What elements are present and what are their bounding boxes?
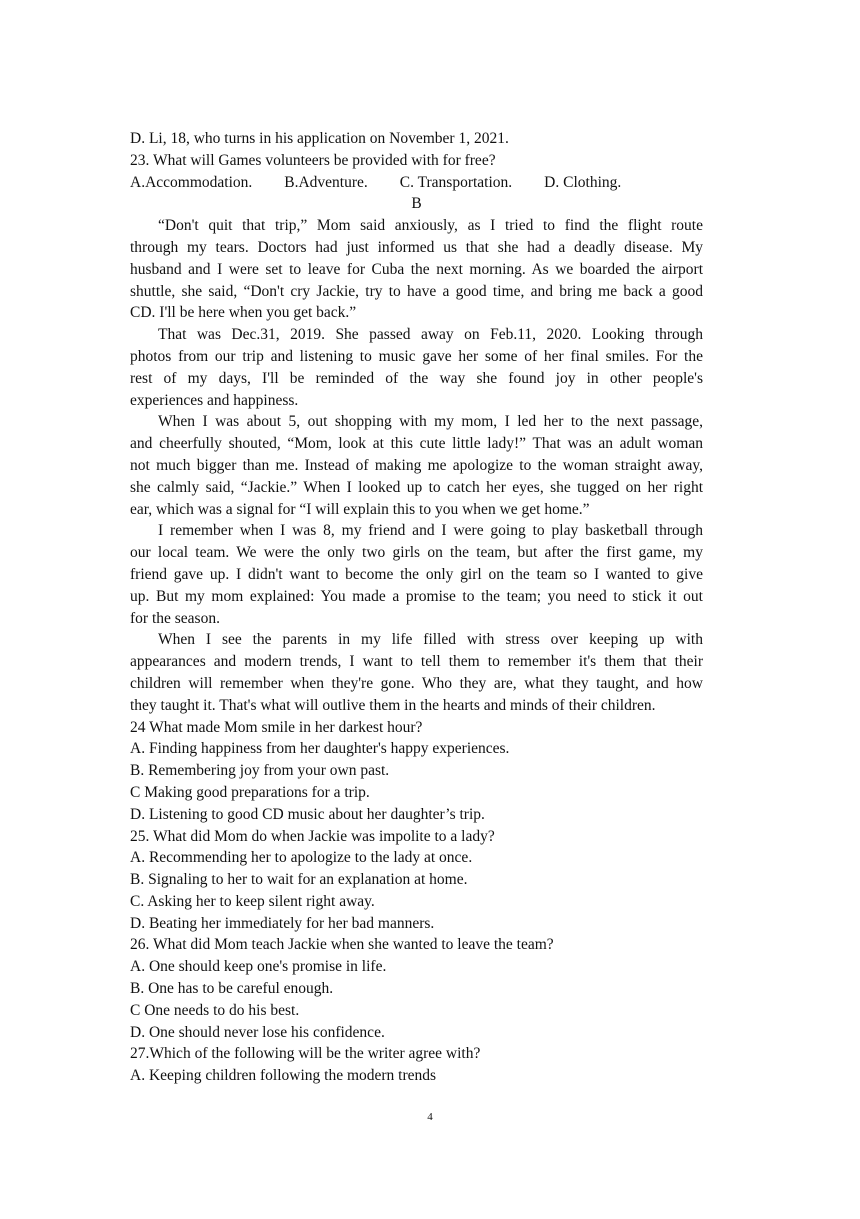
option-b: B.Adventure. bbox=[284, 173, 368, 191]
paragraph-line: they taught it. That's what will outlive them in the hearts and minds of their children. bbox=[130, 696, 656, 714]
option-d: D. Beating her immediately for her bad manners. bbox=[130, 914, 435, 932]
question-24 bbox=[130, 717, 703, 826]
paragraph-line: not much bigger than me. Instead of making me apologize to the woman straight away, bbox=[130, 456, 703, 474]
paragraph-line: she calmly said, “Jackie.” When I looked up to catch her eyes, she tugged on her right bbox=[130, 478, 703, 496]
paragraph-line: our local team. We were the only two girls on the team, but after the first game, my bbox=[130, 544, 703, 562]
paragraph-3 bbox=[130, 411, 703, 520]
option-c: C. Transportation. bbox=[399, 173, 513, 191]
option-b: B. One has to be careful enough. bbox=[130, 980, 334, 998]
paragraph-2 bbox=[130, 324, 703, 411]
paragraph-line: I remember when I was 8, my friend and I were going to play basketball through bbox=[158, 522, 703, 540]
section-heading: B bbox=[411, 195, 422, 213]
paragraph-line: appearances and modern trends, I want to tell them to remember it's them that their bbox=[130, 653, 703, 671]
question-25 bbox=[130, 826, 703, 935]
paragraph-line: and cheerfully shouted, “Mom, look at this cute little lady!” That was an adult woman bbox=[130, 435, 703, 453]
question-stem: 27.Which of the following will be the writer agree with? bbox=[130, 1045, 481, 1063]
paragraph-line: When I was about 5, out shopping with my mom, I led her to the next passage, bbox=[158, 413, 703, 431]
paragraph-line: children will remember when they're gone. Who they are, what they taught, and how bbox=[130, 674, 703, 692]
question-stem: 24 What made Mom smile in her darkest hour? bbox=[130, 718, 423, 736]
paragraph-line: up. But my mom explained: You made a promise to the team; you need to stick it out bbox=[130, 587, 703, 605]
paragraph-1 bbox=[130, 215, 703, 324]
option-c: C. Asking her to keep silent right away. bbox=[130, 892, 375, 910]
paragraph-line: rest of my days, I'll be reminded of the way she found joy in other people's bbox=[130, 369, 703, 387]
question-stem: 25. What did Mom do when Jackie was impolite to a lady? bbox=[130, 827, 495, 845]
paragraph-line: friend gave up. I didn't want to become the only girl on the team so I wanted to give bbox=[130, 565, 703, 583]
option-a: A. Keeping children following the modern trends bbox=[130, 1067, 437, 1085]
option-a: A. Finding happiness from her daughter's happy experiences. bbox=[130, 740, 510, 758]
paragraph-line: “Don't quit that trip,” Mom said anxiously, as I tried to find the flight route bbox=[158, 217, 703, 235]
paragraph-line: through my tears. Doctors had just informed us that she had a deadly disease. My bbox=[130, 238, 703, 256]
paragraph-line: That was Dec.31, 2019. She passed away on Feb.11, 2020. Looking through bbox=[158, 326, 703, 344]
option-b: B. Remembering joy from your own past. bbox=[130, 762, 390, 780]
option-a: A. One should keep one's promise in life. bbox=[130, 958, 387, 976]
paragraph-line: When I see the parents in my life filled with stress over keeping up with bbox=[158, 631, 703, 649]
option-a: A.Accommodation. bbox=[130, 173, 253, 191]
paragraph-line: shuttle, she said, “Don't cry Jackie, try to have a good time, and bring me back a good bbox=[130, 282, 703, 300]
option-d: D. Listening to good CD music about her daughter’s trip. bbox=[130, 805, 485, 823]
question-23-stem: 23. What will Games volunteers be provided with for free? bbox=[130, 151, 496, 169]
question-23-options bbox=[130, 172, 703, 194]
page-content bbox=[130, 128, 703, 1087]
option-d: D. Clothing. bbox=[544, 173, 622, 191]
paragraph-line: husband and I were set to leave for Cuba the next morning. As we boarded the airport bbox=[130, 260, 703, 278]
option-c: C Making good preparations for a trip. bbox=[130, 783, 370, 801]
question-27 bbox=[130, 1043, 703, 1087]
option-c: C One needs to do his best. bbox=[130, 1001, 300, 1019]
paragraph-line: ear, which was a signal for “I will explain this to you when we get home.” bbox=[130, 500, 590, 518]
question-26 bbox=[130, 934, 703, 1043]
paragraph-line: experiences and happiness. bbox=[130, 391, 299, 409]
paragraph-line: CD. I'll be here when you get back.” bbox=[130, 304, 357, 322]
paragraph-5 bbox=[130, 629, 703, 716]
paragraph-line: for the season. bbox=[130, 609, 220, 627]
page-number: 4 bbox=[427, 1111, 433, 1123]
option-d: D. One should never lose his confidence. bbox=[130, 1023, 385, 1041]
paragraph-4 bbox=[130, 520, 703, 629]
paragraph-line: photos from our trip and listening to music gave her some of her final smiles. For the bbox=[130, 347, 703, 365]
option-b: B. Signaling to her to wait for an explanation at home. bbox=[130, 871, 468, 889]
text-line: D. Li, 18, who turns in his application on November 1, 2021. bbox=[130, 130, 509, 147]
option-a: A. Recommending her to apologize to the lady at once. bbox=[130, 849, 473, 867]
question-stem: 26. What did Mom teach Jackie when she wanted to leave the team? bbox=[130, 936, 554, 954]
